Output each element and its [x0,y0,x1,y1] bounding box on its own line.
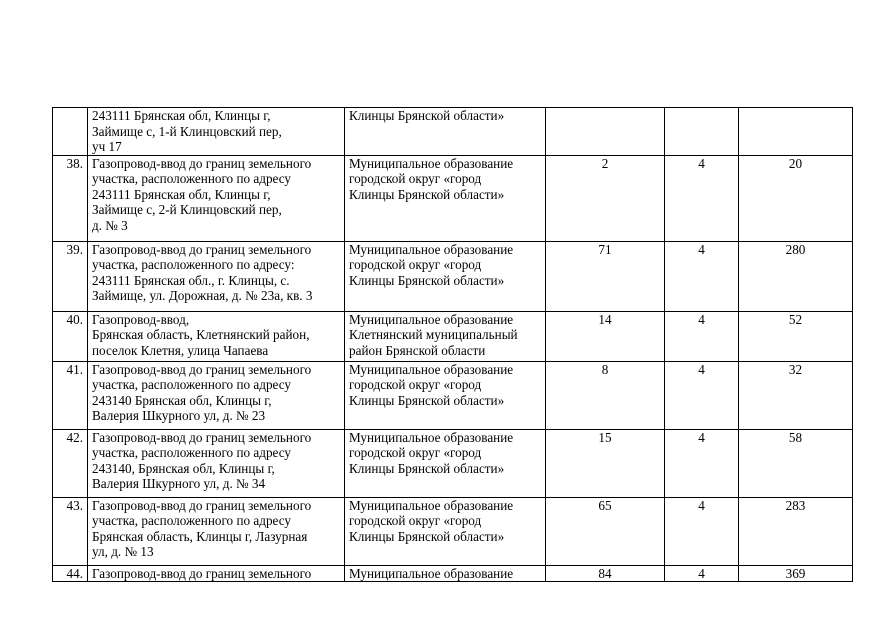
owner-cell [345,361,546,429]
row-number-cell: 38. [53,155,88,241]
table-row [53,155,853,241]
value-cell-3: 52 [739,311,853,361]
value-cell-1 [546,108,665,156]
value-cell-3: 58 [739,429,853,497]
owner-cell [345,497,546,565]
owner-line: городской округ «город [349,513,482,528]
object-description-line: 243140, Брянская обл, Клинцы г, [92,460,275,476]
value-cell-1: 84 [546,565,665,582]
owner-cell [345,565,546,582]
row-number-cell: 41. [53,361,88,429]
object-description-line: д. № 3 [92,217,128,233]
owner-cell [345,311,546,361]
owner-line: Муниципальное образование [349,429,514,445]
owner-line: Муниципальное образование [349,361,514,377]
object-description-line: Газопровод-ввод до границ земельного [92,155,312,171]
object-description-line: участка, расположенного по адресу [92,377,292,392]
table-row [53,108,853,156]
object-description-cell [88,429,345,497]
value-cell-3: 280 [739,241,853,311]
value-cell-2: 4 [665,565,739,582]
object-description-cell [88,497,345,565]
owner-line: Муниципальное образование [349,497,514,513]
object-description-line: 243140 Брянская обл, Клинцы г, [92,392,272,408]
owner-line: Клинцы Брянской области» [349,528,505,544]
object-description-line: Займище с, 2-й Клинцовский пер, [92,202,282,217]
value-cell-1: 15 [546,429,665,497]
owner-cell [345,108,546,156]
object-description-line: Газопровод-ввод до границ земельного [92,361,312,377]
object-description-line: Займище, ул. Дорожная, д. № 23а, кв. 3 [92,288,313,303]
object-description-line: участка, расположенного по адресу: [92,257,295,272]
owner-cell [345,429,546,497]
object-description-line: Газопровод-ввод до границ земельного [92,241,312,257]
value-cell-3: 283 [739,497,853,565]
object-description-cell [88,108,345,156]
value-cell-3: 20 [739,155,853,241]
owner-line: Муниципальное образование [349,155,514,171]
object-description-line: Брянская область, Клинцы г, Лазурная [92,528,308,544]
owner-line: район Брянской области [349,342,486,358]
table-row [53,497,853,565]
table-row [53,311,853,361]
object-description-line: Займище с, 1-й Клинцовский пер, [92,123,282,139]
owner-line: Клинцы Брянской области» [349,186,505,202]
object-description-line: Газопровод-ввод, [92,311,190,327]
object-description-line: Брянская область, Клетнянский район, [92,327,310,342]
value-cell-1: 71 [546,241,665,311]
object-description-cell [88,311,345,361]
object-description-line: участка, расположенного по адресу [92,445,292,460]
value-cell-3: 32 [739,361,853,429]
row-number-cell: 40. [53,311,88,361]
value-cell-1: 2 [546,155,665,241]
value-cell-3: 369 [739,565,853,582]
object-description-line: участка, расположенного по адресу [92,171,292,186]
value-cell-2: 4 [665,155,739,241]
row-number-cell: 43. [53,497,88,565]
object-description-line: Валерия Шкурного ул, д. № 34 [92,476,266,491]
value-cell-2: 4 [665,311,739,361]
value-cell-2: 4 [665,241,739,311]
owner-cell [345,241,546,311]
owner-line: Клинцы Брянской области» [349,272,505,288]
row-number-cell: 42. [53,429,88,497]
value-cell-2: 4 [665,429,739,497]
object-description-line: поселок Клетня, улица Чапаева [92,342,269,358]
object-description-line: 243111 Брянская обл., г. Клинцы, с. [92,272,290,288]
object-description-line: уч 17 [92,139,122,154]
object-description-cell [88,155,345,241]
owner-line: Клинцы Брянской области» [349,108,505,123]
object-description-cell [88,361,345,429]
value-cell-2 [665,108,739,156]
owner-line: Муниципальное образование [349,565,514,581]
registry-table [52,107,853,582]
row-number-cell: 44. [53,565,88,582]
object-description-line: ул, д. № 13 [92,544,154,559]
table-row [53,241,853,311]
owner-line: Клинцы Брянской области» [349,392,505,408]
owner-line: Клинцы Брянской области» [349,460,505,476]
object-description-line: 243111 Брянская обл, Клинцы г, [92,108,271,123]
table-row [53,429,853,497]
object-description-line: Газопровод-ввод до границ земельного [92,565,312,581]
table-row [53,361,853,429]
object-description-line: Валерия Шкурного ул, д. № 23 [92,408,266,423]
object-description-line: Газопровод-ввод до границ земельного [92,429,312,445]
registry-table-body [53,108,853,582]
value-cell-1: 8 [546,361,665,429]
value-cell-2: 4 [665,497,739,565]
value-cell-1: 14 [546,311,665,361]
object-description-line: 243111 Брянская обл, Клинцы г, [92,186,271,202]
owner-line: Муниципальное образование [349,241,514,257]
value-cell-3 [739,108,853,156]
owner-line: городской округ «город [349,257,482,272]
owner-line: городской округ «город [349,171,482,186]
owner-cell [345,155,546,241]
object-description-cell [88,565,345,582]
table-row [53,565,853,582]
object-description-cell [88,241,345,311]
owner-line: Муниципальное образование [349,311,514,327]
owner-line: городской округ «город [349,377,482,392]
object-description-line: Газопровод-ввод до границ земельного [92,497,312,513]
owner-line: городской округ «город [349,445,482,460]
value-cell-1: 65 [546,497,665,565]
owner-line: Клетнянский муниципальный [349,327,518,342]
value-cell-2: 4 [665,361,739,429]
row-number-cell [53,108,88,156]
object-description-line: участка, расположенного по адресу [92,513,292,528]
row-number-cell: 39. [53,241,88,311]
